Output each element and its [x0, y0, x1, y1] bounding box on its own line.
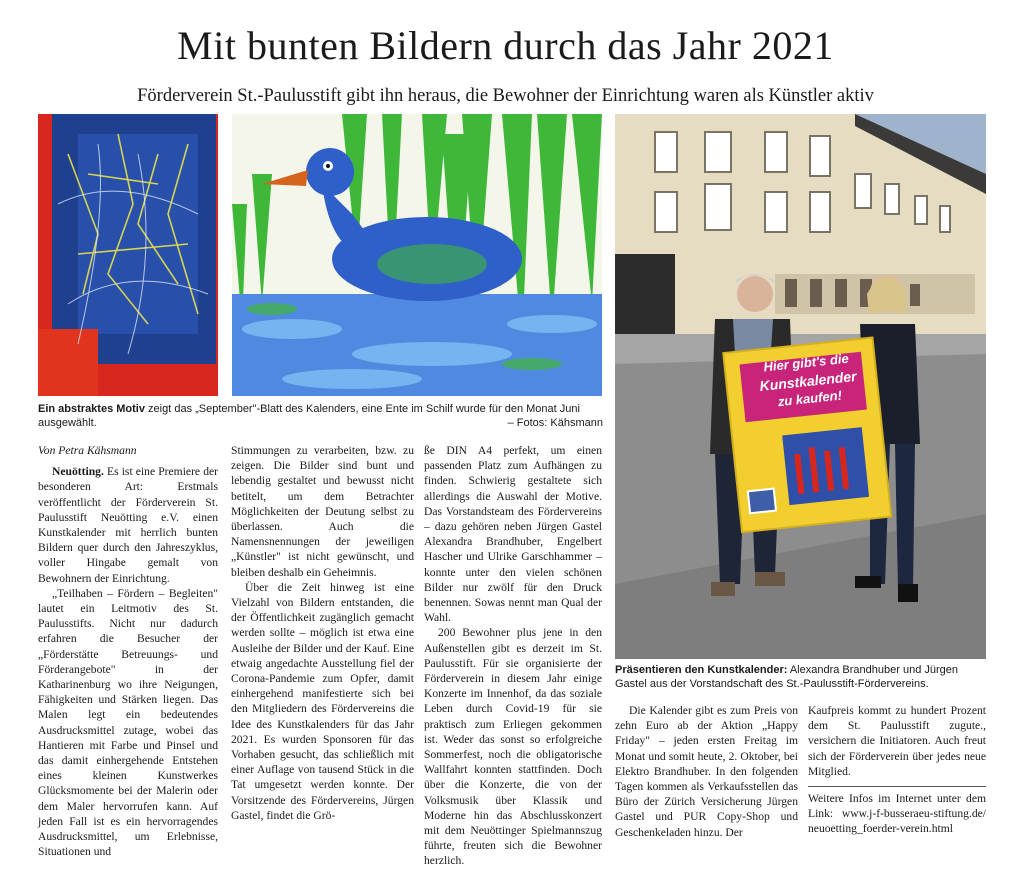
article-column-3 — [424, 443, 602, 869]
author-byline: Von Petra Kähsmann — [38, 444, 137, 457]
col1-p1-text: Es ist eine Premiere der besonderen Art: Erstmals veröffentlicht der Förderverein St. Paulusstift Neuötting e.V. einen Kunstkalender mit herrlich bunten Bildern quer durch den Jahreszyklus, voller Hingabe gemalt von Bewohnern der Einrichtung. — [38, 465, 218, 585]
caption-left — [38, 402, 603, 430]
caption-right-text: Alexandra Brandhuber und Jürgen Gastel aus der Vorstandschaft des St.-Paulusstift-Fördervereins. — [615, 664, 959, 690]
info-box — [808, 791, 986, 837]
article-subheadline: Förderverein St.-Paulusstift gibt ihn heraus, die Bewohner der Einrichtung waren als Künstler aktiv — [137, 86, 874, 106]
article-column-5 — [808, 703, 986, 779]
caption-right-bold: Präsentieren den Kunstkalender: — [615, 664, 788, 676]
poster-line-1: Hier gibt's die — [762, 350, 850, 375]
col1-paragraph-2: „Teilhaben – Fördern – Begleiten" lautet ein Leitmotiv des St. Paulusstifts. Nicht nur dadurch erfahren die Besucher der „Förderstätte Betreuungs- und Förderangebote" in der Katharinenburg wo ihre Neigungen, Fähigkeiten und Stärken liegen. Das Malen legt ein bedeutendes Ausdrucksmittel zutage, wobei das Hantieren mit Farbe und Pinsel und das damit einhergehende Entstehen eines kleinen Kunstwerkes Glücksmomente bei der Malerin oder dem Maler hervorrufen kann. Auf jeden Fall ist es ein hervorragendes Ausdrucksmittel, um Erlebnisse, Situationen und — [38, 586, 218, 859]
poster-line-3: zu kaufen! — [777, 387, 843, 410]
photo-credit: – Fotos: Kähsmann — [507, 417, 603, 429]
duck-painting-photo — [232, 114, 602, 396]
col4-paragraph-1: Die Kalender gibt es zum Preis von zehn Euro ab der Aktion „Happy Friday" – jeden ersten Freitag im Monat und somit heute, 2. Oktober, bei Elektro Brandhuber. In den folgenden Tagen kommen als Verkaufsstellen das Büro der Zürich Versicherung Jürgen Gastel und PUR Copy-Shop und Geschenkeladen hinzu. Der — [615, 704, 798, 839]
info-link-text: Weitere Infos im Internet unter dem Link: www.j-f-busseraeu-stiftung.de/ neuoetting_foerder-verein.html — [808, 792, 986, 836]
col2-paragraph-1: Stimmungen zu verarbeiten, bzw. zu zeigen. Die Bilder sind bunt und lebendig gestaltet und bewusst nicht betitelt, um dem Betrachter Möglichkeiten der Deutung selbst zu überlassen. Auch die Namensnennungen der jeweiligen „Künstler" ist nicht gewünscht, und bleiben deshalb ein Geheimnis. — [231, 444, 414, 579]
info-divider — [808, 786, 986, 787]
dateline: Neuötting. — [52, 465, 104, 479]
article-headline: Mit bunten Bildern durch das Jahr 2021 — [177, 23, 834, 68]
article-column-1 — [38, 443, 218, 859]
building-photo — [615, 114, 986, 659]
col3-paragraph-2: 200 Bewohner plus jene in den Außenstellen gibt es derzeit im St. Paulusstift. Für sie organisierte der Förderverein in diesem Jahr einige Konzerte im Innenhof, da das soziale Leben durch Covid-19 für sie praktisch zum Erliegen gekommen ist. Weder das sonst so erfolgreiche Sommerfest, noch die obligatorische Wallfahrt konnten stattfinden. Doch über die Konzerte, die von der Volksmusik über Klassik und Moderne hin das Abschlusskonzert mit dem Neuöttinger Spielmannszug führte, freuten sich die Bewohner herzlich. — [424, 626, 602, 868]
col3-paragraph-1: ße DIN A4 perfekt, um einen passenden Platz zum Aufhängen zu finden. Schwierig gestaltete sich allerdings die Auswahl der Motive. Das Vorstandsteam des Fördervereins – dazu gehören neben Jürgen Gastel Alexandra Brandhuber, Engelbert Hascher und Ulrike Garschhammer – konnte unter den vielen schönen Bilder nur zwölf für den Druck benennen. Sowas nennt man Qual der Wahl. — [424, 444, 602, 625]
col1-paragraph-1 — [38, 464, 218, 586]
caption-left-text: zeigt das „September"-Blatt des Kalenders, eine Ente im Schilf wurde für den Monat Juni ausgewählt. — [38, 403, 580, 429]
caption-right — [615, 663, 986, 691]
article-column-4 — [615, 703, 798, 840]
col5-paragraph-1: Kaufpreis kommt zu hundert Prozent dem St. Paulusstift zugute., versichern die Initiatoren. Auch freut sich der Förderverein über jedes neue Mitglied. — [808, 704, 986, 778]
article-column-2 — [231, 443, 414, 823]
col2-paragraph-2: Über die Zeit hinweg ist eine Vielzahl von Bildern entstanden, die der Öffentlichkeit zugänglich gemacht werden sollte – möglich ist etwa eine Ausleihe der Bilder und der Kauf. Eine etwaig angedachte Ausstellung fiel der Corona-Pandemie zum Opfer, damit einhergehend manifestierte sich bei den Mitgliedern des Fördervereins die Idee des Kunstkalenders für das Jahr 2021. Es wurden Sponsoren für das Vorhaben gesucht, das schließlich mit einer Auflage von tausend Stück in die Tat umgesetzt werden konnte. Der Vorsitzende des Fördervereins, Jürgen Gastel, findet die Grö- — [231, 580, 414, 822]
poster-line-2: Kunstkalender — [758, 367, 858, 395]
caption-left-bold: Ein abstraktes Motiv — [38, 403, 145, 415]
abstract-painting-photo — [38, 114, 218, 396]
